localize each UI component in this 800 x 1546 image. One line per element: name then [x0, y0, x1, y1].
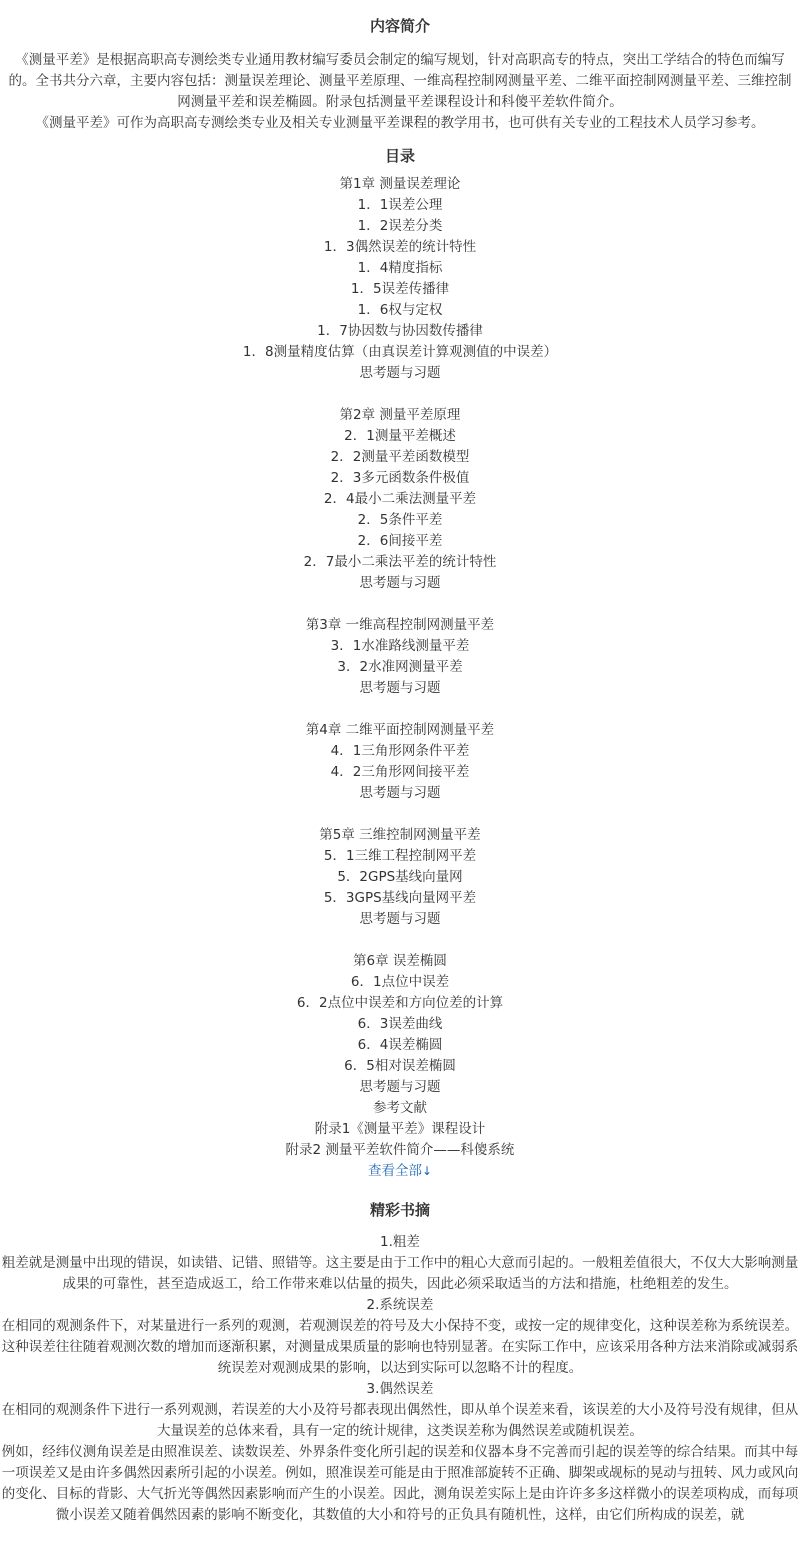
toc-item: 2．2测量平差函数模型 [330, 449, 470, 465]
toc-item: 5．2GPS基线向量网 [337, 869, 463, 885]
toc-item: 1．7协因数与协因数传播律 [317, 323, 483, 339]
toc-tail-item: 参考文献 [373, 1100, 427, 1116]
toc-chapter [0, 720, 800, 804]
toc-item: 1．1误差公理 [357, 197, 443, 213]
toc-item: 6．3误差曲线 [357, 1016, 443, 1032]
toc-item: 4．1三角形网条件平差 [330, 743, 470, 759]
toc-tail-item: 附录1《测量平差》课程设计 [314, 1121, 486, 1137]
chapter-title: 第1章 测量误差理论 [339, 176, 461, 192]
toc-item: 思考题与习题 [359, 680, 441, 696]
arrow-down-icon: ↓ [421, 1164, 433, 1178]
toc-chapter [0, 615, 800, 699]
toc-item: 2．1测量平差概述 [344, 428, 456, 444]
toc-item: 4．2三角形网间接平差 [330, 764, 470, 780]
excerpt-paragraph: 粗差就是测量中出现的错误，如读错、记错、照错等。这主要是由于工作中的粗心大意而引起的。一般粗差值很大，不仅大大影响测量成果的可靠性，甚至造成返工，给工作带来难以估量的损失，因此必须采取适当的方法和措施，杜绝粗差的发生。 [1, 1255, 799, 1292]
chapter-title: 第2章 测量平差原理 [339, 407, 461, 423]
toc-item: 5．3GPS基线向量网平差 [323, 890, 477, 906]
toc-item: 1．4精度指标 [357, 260, 443, 276]
intro-section [0, 14, 800, 134]
view-all-label: 查看全部 [367, 1163, 422, 1179]
excerpt-heading: 2.系统误差 [366, 1297, 434, 1313]
toc-item: 1．2误差分类 [357, 218, 443, 234]
excerpt-heading: 1.粗差 [380, 1234, 420, 1250]
chapter-title: 第6章 误差椭圆 [353, 953, 447, 969]
toc-item: 思考题与习题 [359, 575, 441, 591]
excerpt-paragraph: 在相同的观测条件下，对某量进行一系列的观测，若观测误差的符号及大小保持不变，或按一定的规律变化，这种误差称为系统误差。这种误差往往随着观测次数的增加而逐渐积累，对测量成果质量的影响也特别显著。在实际工作中，应该采用各种方法来消除或减弱系统误差对观测成果的影响，以达到实际可以忽略不计的程度。 [1, 1318, 799, 1376]
toc-section [0, 144, 800, 1182]
toc-item: 1．6权与定权 [357, 302, 443, 318]
toc-item: 6．4误差椭圆 [357, 1037, 443, 1053]
excerpt-title: 精彩书摘 [369, 1201, 430, 1219]
toc-tail-item: 附录2 测量平差软件简介——科傻系统 [285, 1142, 515, 1158]
toc-item: 1．3偶然误差的统计特性 [323, 239, 477, 255]
toc-item: 3．1水准路线测量平差 [330, 638, 470, 654]
toc-title: 目录 [384, 147, 415, 165]
toc-item: 6．1点位中误差 [350, 974, 450, 990]
toc-item: 2．7最小二乘法平差的统计特性 [303, 554, 497, 570]
excerpt-paragraph: 在相同的观测条件下进行一系列观测，若误差的大小及符号都表现出偶然性，即从单个误差来看，该误差的大小及符号没有规律，但从大量误差的总体来看，具有一定的统计规律，这类误差称为偶然误差或随机误差。 [1, 1402, 799, 1439]
intro-paragraph: 《测量平差》是根据高职高专测绘类专业通用教材编写委员会制定的编写规划，针对高职高专的特点，突出工学结合的特色而编写的。全书共分六章，主要内容包括：测量误差理论、测量平差原理、一维高程控制网测量平差、二维平面控制网测量平差、三维控制网测量平差和误差椭圆。附录包括测量平差课程设计和科傻平差软件简介。 [8, 52, 792, 110]
toc-item: 1．8测量精度估算（由真误差计算观测值的中误差） [242, 344, 558, 360]
toc-item: 2．6间接平差 [357, 533, 443, 549]
toc-item: 5．1三维工程控制网平差 [323, 848, 477, 864]
toc-item: 2．5条件平差 [357, 512, 443, 528]
toc-item: 6．2点位中误差和方向位差的计算 [296, 995, 504, 1011]
intro-title: 内容简介 [369, 17, 430, 35]
toc-item: 2．3多元函数条件极值 [330, 470, 470, 486]
chapter-title: 第4章 二维平面控制网测量平差 [305, 722, 495, 738]
toc-item: 思考题与习题 [359, 365, 441, 381]
excerpt-paragraph: 例如，经纬仪测角误差是由照准误差、读数误差、外界条件变化所引起的误差和仪器本身不完善而引起的误差等的综合结果。而其中每一项误差又是由许多偶然因素所引起的小误差。例如，照准误差可能是由于照准部旋转不正确、脚架或觇标的晃动与扭转、风力或风向的变化、目标的背影、大气折光等偶然因素影响而产生的小误差。因此，测角误差实际上是由许许多多这样微小的误差项构成，而每项微小误差又随着偶然因素的影响不断变化，其数值的大小和符号的正负具有随机性，这样，由它们所构成的误差，就 [1, 1444, 799, 1523]
toc-chapter [0, 405, 800, 594]
toc-chapter [0, 174, 800, 384]
chapter-title: 第5章 三维控制网测量平差 [319, 827, 481, 843]
toc-item: 思考题与习题 [359, 1079, 441, 1095]
toc-chapter [0, 825, 800, 930]
toc-item: 1．5误差传播律 [350, 281, 450, 297]
excerpt-section [0, 1198, 800, 1526]
toc-item: 思考题与习题 [359, 911, 441, 927]
excerpt-heading: 3.偶然误差 [366, 1381, 434, 1397]
chapter-title: 第3章 一维高程控制网测量平差 [305, 617, 495, 633]
toc-item: 思考题与习题 [359, 785, 441, 801]
view-all-link[interactable] [368, 1161, 432, 1182]
toc-item: 2．4最小二乘法测量平差 [323, 491, 477, 507]
intro-paragraph: 《测量平差》可作为高职高专测绘类专业及相关专业测量平差课程的教学用书，也可供有关专业的工程技术人员学习参考。 [35, 115, 765, 131]
toc-chapter [0, 951, 800, 1182]
toc-item: 6．5相对误差椭圆 [344, 1058, 456, 1074]
toc-item: 3．2水准网测量平差 [337, 659, 463, 675]
